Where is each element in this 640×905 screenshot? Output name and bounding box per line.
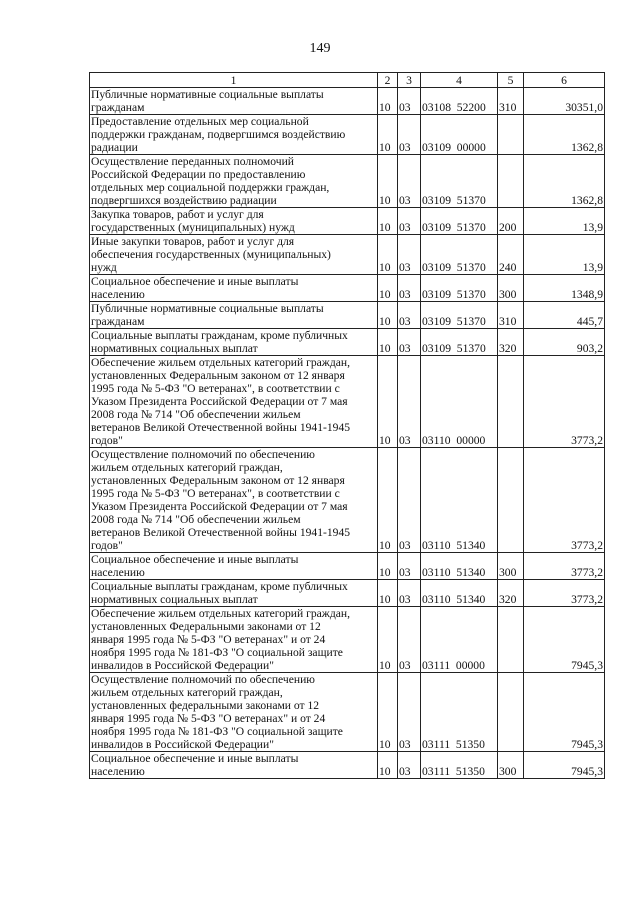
row-name: Социальное обеспечение и иные выплаты населению [90,752,378,779]
row-name: Предоставление отдельных мер социальной поддержки гражданам, подвергшимся воздействию радиации [90,115,378,155]
row-section: 10 [378,580,398,607]
header-col-1: 1 [90,73,378,88]
row-expense-type: 240 [498,235,524,275]
row-target-code: 03109 51370 [421,275,498,302]
row-subsection: 03 [398,607,421,673]
row-target-code: 03109 51370 [421,329,498,356]
row-target-code: 03111 51350 [421,752,498,779]
row-expense-type [498,673,524,752]
row-target-code: 03109 51370 [421,235,498,275]
row-amount: 7945,3 [524,607,605,673]
header-col-5: 5 [498,73,524,88]
row-section: 10 [378,607,398,673]
row-section: 10 [378,448,398,553]
table-row [90,356,605,448]
row-name: Публичные нормативные социальные выплаты гражданам [90,88,378,115]
row-target-code: 03110 51340 [421,553,498,580]
row-amount: 3773,2 [524,356,605,448]
row-subsection: 03 [398,580,421,607]
table-row [90,607,605,673]
row-subsection: 03 [398,275,421,302]
row-target-code: 03109 00000 [421,115,498,155]
row-target-code: 03110 00000 [421,356,498,448]
row-amount: 13,9 [524,208,605,235]
row-section: 10 [378,155,398,208]
table-row [90,329,605,356]
row-target-code: 03111 51350 [421,673,498,752]
row-name: Обеспечение жильем отдельных категорий граждан, установленных Федеральным законом от 12 января 1995 года № 5-ФЗ "О ветеранах", в соответствии с Указом Президента Российской Федерации от 7 мая 2008 года № 714 "Об обеспечении жильем ветеранов Великой Отечественной войны 1941-1945 годов" [90,356,378,448]
row-amount: 445,7 [524,302,605,329]
row-amount: 7945,3 [524,752,605,779]
row-subsection: 03 [398,448,421,553]
row-subsection: 03 [398,88,421,115]
row-name: Социальное обеспечение и иные выплаты населению [90,275,378,302]
row-section: 10 [378,673,398,752]
row-section: 10 [378,275,398,302]
header-col-6: 6 [524,73,605,88]
header-col-3: 3 [398,73,421,88]
header-col-2: 2 [378,73,398,88]
table-row [90,235,605,275]
row-name: Социальные выплаты гражданам, кроме публичных нормативных социальных выплат [90,329,378,356]
row-section: 10 [378,115,398,155]
row-expense-type [498,607,524,673]
row-subsection: 03 [398,115,421,155]
row-section: 10 [378,553,398,580]
row-expense-type: 200 [498,208,524,235]
row-expense-type: 300 [498,752,524,779]
row-subsection: 03 [398,553,421,580]
row-section: 10 [378,329,398,356]
row-name: Иные закупки товаров, работ и услуг для обеспечения государственных (муниципальных) нужд [90,235,378,275]
budget-table [89,72,605,779]
row-subsection: 03 [398,673,421,752]
table-row [90,115,605,155]
row-expense-type [498,115,524,155]
row-expense-type: 300 [498,553,524,580]
row-section: 10 [378,88,398,115]
row-name: Закупка товаров, работ и услуг для государственных (муниципальных) нужд [90,208,378,235]
table-row [90,673,605,752]
table-row [90,208,605,235]
page-number: 149 [309,41,331,56]
row-amount: 903,2 [524,329,605,356]
row-amount: 3773,2 [524,448,605,553]
table-row [90,553,605,580]
row-section: 10 [378,752,398,779]
row-subsection: 03 [398,155,421,208]
row-section: 10 [378,235,398,275]
table-row [90,752,605,779]
row-amount: 3773,2 [524,553,605,580]
table-row [90,275,605,302]
row-subsection: 03 [398,302,421,329]
row-amount: 1348,9 [524,275,605,302]
row-expense-type: 320 [498,580,524,607]
row-subsection: 03 [398,329,421,356]
row-target-code: 03110 51340 [421,580,498,607]
row-amount: 1362,8 [524,115,605,155]
table-row [90,580,605,607]
row-amount: 7945,3 [524,673,605,752]
row-amount: 3773,2 [524,580,605,607]
row-target-code: 03109 51370 [421,208,498,235]
row-name: Осуществление полномочий по обеспечению жильем отдельных категорий граждан, установленных Федеральным законом от 12 января 1995 года № 5-ФЗ "О ветеранах", в соответствии с Указом Президента Российской Федерации от 7 мая 2008 года № 714 "Об обеспечении жильем ветеранов Великой Отечественной войны 1941-1945 годов" [90,448,378,553]
row-name: Осуществление переданных полномочий Российской Федерации по предоставлению отдельных мер социальной поддержки граждан, подвергшихся воздействию радиации [90,155,378,208]
row-subsection: 03 [398,208,421,235]
row-subsection: 03 [398,752,421,779]
row-amount: 13,9 [524,235,605,275]
row-section: 10 [378,302,398,329]
header-row [90,73,605,88]
row-name: Осуществление полномочий по обеспечению жильем отдельных категорий граждан, установленных федеральными законами от 12 января 1995 года № 5-ФЗ "О ветеранах" и от 24 ноября 1995 года № 181-ФЗ "О социальной защите инвалидов в Российской Федерации" [90,673,378,752]
row-subsection: 03 [398,356,421,448]
row-subsection: 03 [398,235,421,275]
row-target-code: 03109 51370 [421,302,498,329]
table-row [90,448,605,553]
row-expense-type: 310 [498,88,524,115]
row-expense-type: 310 [498,302,524,329]
row-amount: 1362,8 [524,155,605,208]
row-section: 10 [378,356,398,448]
row-expense-type: 320 [498,329,524,356]
row-expense-type: 300 [498,275,524,302]
row-expense-type [498,448,524,553]
row-name: Социальное обеспечение и иные выплаты населению [90,553,378,580]
table-row [90,155,605,208]
row-section: 10 [378,208,398,235]
row-target-code: 03109 51370 [421,155,498,208]
row-name: Публичные нормативные социальные выплаты гражданам [90,302,378,329]
row-target-code: 03108 52200 [421,88,498,115]
row-target-code: 03111 00000 [421,607,498,673]
row-name: Обеспечение жильем отдельных категорий граждан, установленных Федеральными законами от 12 января 1995 года № 5-ФЗ "О ветеранах" и от 24 ноября 1995 года № 181-ФЗ "О социальной защите инвалидов в Российской Федерации" [90,607,378,673]
row-target-code: 03110 51340 [421,448,498,553]
header-col-4: 4 [421,73,498,88]
row-amount: 30351,0 [524,88,605,115]
row-expense-type [498,356,524,448]
row-expense-type [498,155,524,208]
table-row [90,88,605,115]
row-name: Социальные выплаты гражданам, кроме публичных нормативных социальных выплат [90,580,378,607]
table-row [90,302,605,329]
